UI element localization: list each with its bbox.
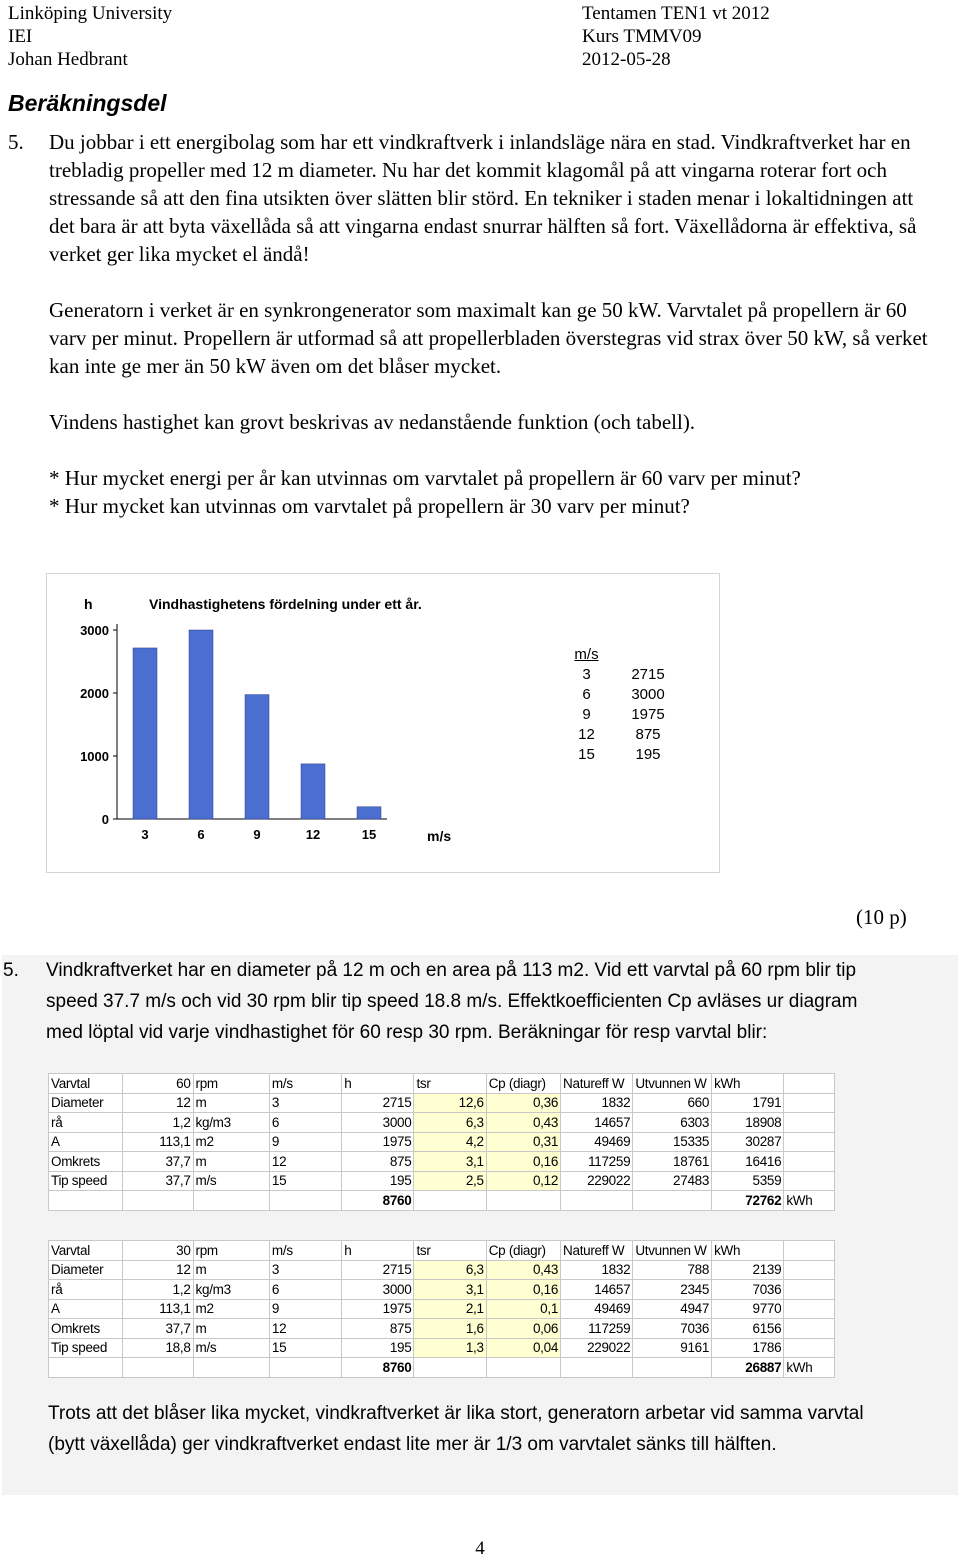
table-row (49, 1113, 835, 1133)
table-cell: m (193, 1319, 269, 1339)
sub-question-2: * Hur mycket kan utvinnas om varvtalet på propellern är 30 varv per minut? (49, 494, 690, 518)
inset-cell-speed: 9 (582, 706, 591, 723)
y-axis-label: h (84, 596, 93, 612)
table-cell: 12 (123, 1093, 193, 1113)
header-right (582, 2, 770, 71)
table-cell (784, 1319, 835, 1339)
x-tick-label: 12 (305, 827, 321, 842)
table-cell: m2 (193, 1299, 269, 1319)
table-cell: 6 (269, 1113, 341, 1133)
table-cell: 5359 (712, 1171, 784, 1191)
table-cell (784, 1074, 835, 1094)
header-date: 2012-05-28 (582, 49, 671, 70)
table-cell (486, 1358, 560, 1378)
table-cell: 3000 (342, 1280, 414, 1300)
table-cell (784, 1113, 835, 1133)
table-cell: 113,1 (123, 1299, 193, 1319)
table-cell (414, 1191, 486, 1211)
table-cell: 2,5 (414, 1171, 486, 1191)
table-cell (784, 1260, 835, 1280)
table-cell (784, 1132, 835, 1152)
table-cell (49, 1358, 123, 1378)
table-cell: kg/m3 (193, 1113, 269, 1133)
table-cell: 37,7 (123, 1319, 193, 1339)
table-cell: 6,3 (414, 1113, 486, 1133)
inset-cell-hours: 875 (635, 726, 661, 743)
y-tick-label: 0 (101, 812, 109, 827)
table-cell: 18,8 (123, 1338, 193, 1358)
chart-title: Vindhastighetens fördelning under ett år. (149, 596, 422, 612)
inset-table-row (560, 745, 683, 765)
table-cell: 37,7 (123, 1171, 193, 1191)
table-row (49, 1241, 835, 1261)
table-cell: 18761 (633, 1152, 712, 1172)
table-cell: 49469 (561, 1132, 633, 1152)
answer-line-1: Vindkraftverket har en diameter på 12 m och en area på 113 m2. Vid ett varvtal på 60 rpm blir tip (46, 960, 857, 981)
table-cell: 9 (269, 1132, 341, 1152)
question-paragraph-2: Generatorn i verket är en synkrongenerator som maximalt kan ge 50 kW. Varvtalet på propellern är 60 varv per minut. Propellern är utformad så att propellerbladen överstegras vid strax över 50 kW, så verket kan inte ge mer än 50 kW även om det blåser mycket. (49, 298, 928, 378)
answer-number: 5. (3, 960, 19, 981)
question-points: (10 p) (856, 905, 907, 929)
conclusion-line-1: Trots att det blåser lika mycket, vindkraftverket är lika stort, generatorn arbetar vid samma varvtal (48, 1403, 864, 1424)
table-cell: Omkrets (49, 1152, 123, 1172)
x-tick-label: 6 (197, 827, 205, 842)
table-cell: 9770 (712, 1299, 784, 1319)
table-cell: A (49, 1299, 123, 1319)
table-cell: m (193, 1093, 269, 1113)
table-cell: 7036 (633, 1319, 712, 1339)
inset-header-blank (613, 645, 683, 665)
y-tick-label: 2000 (80, 686, 109, 701)
table-cell: kg/m3 (193, 1280, 269, 1300)
table-cell (269, 1191, 341, 1211)
table-cell (784, 1093, 835, 1113)
table-cell: rå (49, 1113, 123, 1133)
table-cell: 0,43 (486, 1260, 560, 1280)
header-left (8, 2, 172, 71)
table-cell (193, 1191, 269, 1211)
x-tick-label: 3 (141, 827, 149, 842)
table-cell: 15 (269, 1171, 341, 1191)
table-cell: Utvunnen W (633, 1074, 712, 1094)
conclusion (48, 1398, 948, 1460)
table-cell (561, 1358, 633, 1378)
inset-cell-hours: 2715 (631, 666, 665, 683)
table-cell: m/s (269, 1241, 341, 1261)
table-row (49, 1132, 835, 1152)
table-cell (123, 1191, 193, 1211)
header-university: Linköping University (8, 3, 173, 24)
table-row (49, 1358, 835, 1378)
table-cell (269, 1358, 341, 1378)
table-cell: 113,1 (123, 1132, 193, 1152)
table-cell: 6303 (633, 1113, 712, 1133)
x-tick-label: 15 (361, 827, 377, 842)
header-department: IEI (8, 26, 33, 47)
table-cell: 4947 (633, 1299, 712, 1319)
table-cell: 37,7 (123, 1152, 193, 1172)
table-cell (784, 1280, 835, 1300)
table-cell: 3 (269, 1093, 341, 1113)
table-cell (49, 1191, 123, 1211)
table-cell (784, 1338, 835, 1358)
table-cell: Tip speed (49, 1338, 123, 1358)
x-axis-label: m/s (427, 828, 452, 844)
table-cell: 195 (342, 1171, 414, 1191)
calc-table-30rpm (48, 1240, 835, 1378)
table-cell: 3,1 (414, 1152, 486, 1172)
table-cell: 27483 (633, 1171, 712, 1191)
table-cell: 0,16 (486, 1280, 560, 1300)
table-cell: 2345 (633, 1280, 712, 1300)
table-row (49, 1260, 835, 1280)
chart-inset-table (560, 645, 683, 765)
table-cell: tsr (414, 1074, 486, 1094)
inset-table-row (560, 705, 683, 725)
inset-table-row (560, 685, 683, 705)
table-cell: h (342, 1241, 414, 1261)
table-cell: 2139 (712, 1260, 784, 1280)
table-cell: 49469 (561, 1299, 633, 1319)
inset-cell-hours: 195 (635, 746, 661, 763)
table-cell (784, 1299, 835, 1319)
question-paragraph-3: Vindens hastighet kan grovt beskrivas av nedanstående funktion (och tabell). (49, 410, 696, 434)
header-author: Johan Hedbrant (8, 49, 128, 70)
table-cell: 30 (123, 1241, 193, 1261)
table-cell: 16416 (712, 1152, 784, 1172)
table-cell: m (193, 1152, 269, 1172)
answer-intro (3, 955, 946, 1048)
answer-line-2: speed 37.7 m/s och vid 30 rpm blir tip speed 18.8 m/s. Effektkoefficienten Cp avläses ur diagram (46, 991, 858, 1012)
table-cell: Diameter (49, 1260, 123, 1280)
table-cell: 6,3 (414, 1260, 486, 1280)
table-cell: 18908 (712, 1113, 784, 1133)
question-paragraph-1: Du jobbar i ett energibolag som har ett vindkraftverk i inlandsläge nära en stad. Vindkraftverket har en trebladig propeller med 12 m diameter. Nu har det kommit klagomål på att vingarna roterar fort och stressande så att den fina utsikten över slätten blir störd. En tekniker i staden menar i lokaltidningen att det bara är att byta växellåda så att vingarna endast snurrar hälften så fort. Växellådorna är effektiva, så verket ger lika mycket el ändå! (49, 130, 917, 266)
header-exam: Tentamen TEN1 vt 2012 (582, 3, 770, 24)
table-cell: kWh (712, 1241, 784, 1261)
table-cell (561, 1191, 633, 1211)
table-row (49, 1191, 835, 1211)
table-cell: 195 (342, 1338, 414, 1358)
page-number: 4 (475, 1538, 485, 1559)
table-row (49, 1152, 835, 1172)
table-cell: tsr (414, 1241, 486, 1261)
table-cell: 3 (269, 1260, 341, 1280)
sub-question-1: * Hur mycket energi per år kan utvinnas om varvtalet på propellern är 60 varv per minut? (49, 466, 801, 490)
inset-table-header (560, 645, 683, 665)
table-cell: 14657 (561, 1113, 633, 1133)
table-cell: 229022 (561, 1171, 633, 1191)
table-cell: 4,2 (414, 1132, 486, 1152)
table-cell: 1791 (712, 1093, 784, 1113)
table-cell: 1,3 (414, 1338, 486, 1358)
table-cell: 1,2 (123, 1113, 193, 1133)
table-cell: Natureff W (561, 1074, 633, 1094)
table-cell: m/s (269, 1074, 341, 1094)
x-tick-label: 9 (253, 827, 261, 842)
table-cell: kWh (784, 1358, 835, 1378)
table-cell: 12 (269, 1152, 341, 1172)
table-cell: 3000 (342, 1113, 414, 1133)
question-5 (8, 128, 943, 520)
table-cell: 0,31 (486, 1132, 560, 1152)
table-cell: 12 (269, 1319, 341, 1339)
table-cell: 60 (123, 1074, 193, 1094)
table-cell (784, 1171, 835, 1191)
table-cell: 9 (269, 1299, 341, 1319)
table-cell: 1,2 (123, 1280, 193, 1300)
table-cell: Cp (diagr) (486, 1241, 560, 1261)
table-cell: 229022 (561, 1338, 633, 1358)
inset-table-row (560, 665, 683, 685)
bar (245, 695, 269, 819)
table-cell: h (342, 1074, 414, 1094)
inset-cell-speed: 15 (578, 746, 595, 763)
table-cell: 72762 (712, 1191, 784, 1211)
table-cell: kWh (712, 1074, 784, 1094)
table-cell: Varvtal (49, 1241, 123, 1261)
table-cell (784, 1152, 835, 1172)
table-cell: 14657 (561, 1280, 633, 1300)
table-cell (486, 1191, 560, 1211)
table-cell: 788 (633, 1260, 712, 1280)
table-cell (633, 1358, 712, 1378)
table-cell (414, 1358, 486, 1378)
table-cell (123, 1358, 193, 1378)
bar (357, 807, 381, 819)
table-cell: 117259 (561, 1152, 633, 1172)
table-row (49, 1093, 835, 1113)
inset-cell-speed: 6 (582, 686, 591, 703)
answer-line-3: med löptal vid varje vindhastighet för 60 resp 30 rpm. Beräkningar för resp varvtal blir: (46, 1022, 768, 1043)
table-cell: 7036 (712, 1280, 784, 1300)
table-cell: 0,12 (486, 1171, 560, 1191)
table-cell: Omkrets (49, 1319, 123, 1339)
table-cell (633, 1191, 712, 1211)
table-cell: 2715 (342, 1093, 414, 1113)
table-cell: 30287 (712, 1132, 784, 1152)
inset-cell-speed: 12 (578, 726, 595, 743)
header-course: Kurs TMMV09 (582, 26, 702, 47)
inset-header-ms: m/s (574, 646, 599, 663)
table-cell: 875 (342, 1152, 414, 1172)
table-cell: 15335 (633, 1132, 712, 1152)
table-cell: Varvtal (49, 1074, 123, 1094)
table-cell: A (49, 1132, 123, 1152)
table-cell: Natureff W (561, 1241, 633, 1261)
table-cell: 0,1 (486, 1299, 560, 1319)
table-cell: 9161 (633, 1338, 712, 1358)
table-cell: 1832 (561, 1260, 633, 1280)
table-cell: Tip speed (49, 1171, 123, 1191)
table-row (49, 1319, 835, 1339)
table-cell: 117259 (561, 1319, 633, 1339)
table-cell: m2 (193, 1132, 269, 1152)
table-row (49, 1299, 835, 1319)
table-cell: 0,36 (486, 1093, 560, 1113)
bar (133, 648, 157, 819)
table-cell: 1975 (342, 1299, 414, 1319)
conclusion-line-2: (bytt växellåda) ger vindkraftverket endast lite mer är 1/3 om varvtalet sänks till hälften. (48, 1434, 777, 1455)
table-cell: 0,04 (486, 1338, 560, 1358)
table-cell: 0,43 (486, 1113, 560, 1133)
table-cell: 26887 (712, 1358, 784, 1378)
y-tick-label: 1000 (80, 749, 109, 764)
table-cell: Utvunnen W (633, 1241, 712, 1261)
table-row (49, 1171, 835, 1191)
table-cell: 12 (123, 1260, 193, 1280)
table-cell: 0,06 (486, 1319, 560, 1339)
bar (301, 764, 325, 819)
table-cell: 660 (633, 1093, 712, 1113)
table-cell: 0,16 (486, 1152, 560, 1172)
table-cell: 2715 (342, 1260, 414, 1280)
inset-cell-hours: 3000 (631, 686, 665, 703)
calc-table-60rpm (48, 1073, 835, 1211)
table-cell: 12,6 (414, 1093, 486, 1113)
table-cell (193, 1358, 269, 1378)
table-cell: 6156 (712, 1319, 784, 1339)
table-cell: rpm (193, 1074, 269, 1094)
table-cell: 1975 (342, 1132, 414, 1152)
table-cell: 875 (342, 1319, 414, 1339)
table-cell: 8760 (342, 1358, 414, 1378)
table-cell: 1786 (712, 1338, 784, 1358)
bar (189, 630, 213, 819)
table-cell: 2,1 (414, 1299, 486, 1319)
table-cell: 3,1 (414, 1280, 486, 1300)
table-row (49, 1074, 835, 1094)
section-title: Beräkningsdel (8, 90, 167, 116)
table-cell: rå (49, 1280, 123, 1300)
table-cell: rpm (193, 1241, 269, 1261)
table-row (49, 1338, 835, 1358)
table-cell: 1,6 (414, 1319, 486, 1339)
table-cell: 6 (269, 1280, 341, 1300)
table-cell (784, 1241, 835, 1261)
table-cell: 15 (269, 1338, 341, 1358)
table-cell: m/s (193, 1338, 269, 1358)
question-number: 5. (8, 130, 24, 154)
inset-table-row (560, 725, 683, 745)
table-row (49, 1280, 835, 1300)
inset-cell-speed: 3 (582, 666, 591, 683)
table-cell: kWh (784, 1191, 835, 1211)
table-cell: 8760 (342, 1191, 414, 1211)
table-cell: Cp (diagr) (486, 1074, 560, 1094)
table-cell: m/s (193, 1171, 269, 1191)
y-tick-label: 3000 (80, 623, 109, 638)
table-cell: 1832 (561, 1093, 633, 1113)
inset-cell-hours: 1975 (631, 706, 665, 723)
table-cell: m (193, 1260, 269, 1280)
table-cell: Diameter (49, 1093, 123, 1113)
